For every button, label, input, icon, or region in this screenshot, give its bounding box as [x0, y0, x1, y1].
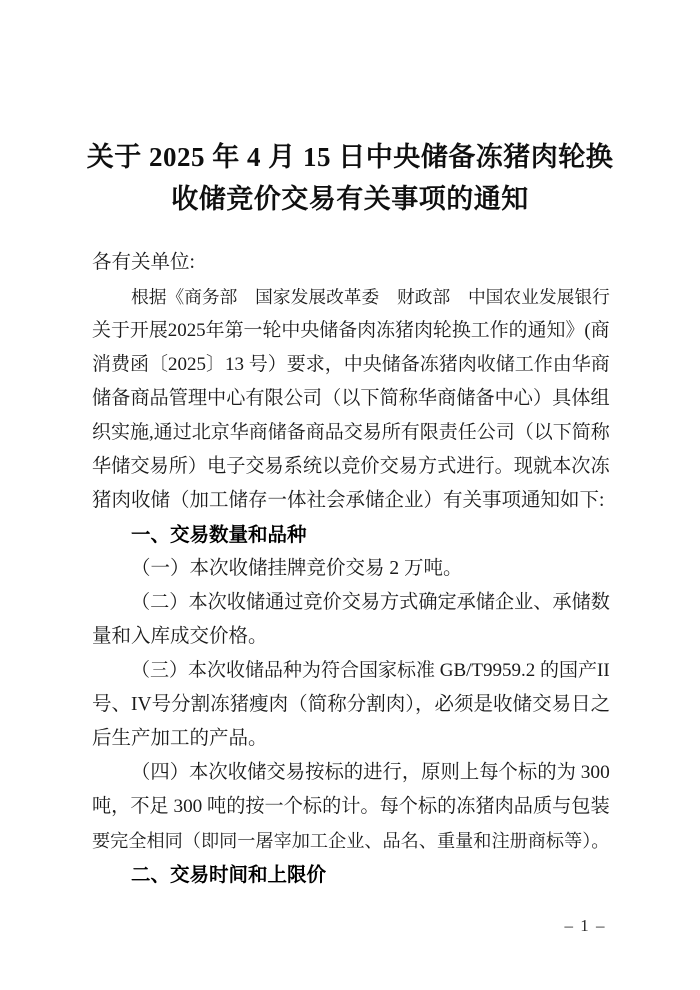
text-line [92, 790, 610, 824]
text-line-content: 后生产加工的产品。 [92, 728, 268, 749]
text-line [92, 280, 610, 314]
text-line [92, 722, 610, 756]
page-number: – 1 – [564, 916, 606, 935]
text-line-content: 一、交易数量和品种 [131, 524, 307, 546]
text-line [92, 654, 610, 688]
text-line-content: （三）本次收储品种为符合国家标准 GB/T9959.2 的国产II [131, 660, 610, 681]
document-body [92, 246, 610, 892]
section-heading [92, 518, 610, 552]
text-line-content: 吨，不足 300 吨的按一个标的计。每个标的冻猪肉品质与包装 [92, 796, 610, 817]
text-line-content: 关于开展2025年第一轮中央储备肉冻猪肉轮换工作的通知》(商 [92, 320, 610, 341]
text-line-content: 猪肉收储（加工储存一体社会承储企业）有关事项通知如下: [92, 490, 605, 511]
text-line [92, 348, 610, 382]
text-line-content: 量和入库成交价格。 [92, 626, 268, 647]
text-line [92, 246, 610, 280]
text-line-content: 各有关单位: [92, 252, 195, 273]
text-line-content: （二）本次收储通过竞价交易方式确定承储企业、承储数 [131, 592, 610, 613]
text-line [92, 620, 610, 654]
text-line [92, 450, 610, 484]
text-line-content: 华储交易所）电子交易系统以竞价交易方式进行。现就本次冻 [92, 456, 610, 477]
text-line-content: 二、交易时间和上限价 [131, 864, 327, 886]
text-line-content: 号、IV号分割冻猪瘦肉（简称分割肉），必须是收储交易日之 [92, 694, 611, 715]
text-line-content: 消费函〔2025〕13 号）要求，中央储备冻猪肉收储工作由华商 [92, 354, 610, 375]
text-line-content: 根据《商务部 国家发展改革委 财政部 中国农业发展银行 [131, 287, 610, 307]
text-line [92, 586, 610, 620]
text-line [92, 824, 610, 858]
title-line-1: 关于 2025 年 4 月 15 日中央储备冻猪肉轮换 [86, 142, 614, 172]
text-line-content: 储备商品管理中心有限公司（以下简称华商储备中心）具体组 [92, 388, 610, 409]
text-line [92, 756, 610, 790]
text-line [92, 416, 610, 450]
text-line-content: 要完全相同（即同一屠宰加工企业、品名、重量和注册商标等）。 [92, 831, 610, 851]
text-line [92, 688, 610, 722]
text-line-content: （一）本次收储挂牌竞价交易 2 万吨。 [131, 558, 463, 579]
text-line [92, 484, 610, 518]
text-line [92, 552, 610, 586]
text-line [92, 314, 610, 348]
text-line [92, 382, 610, 416]
text-line-content: （四）本次收储交易按标的进行，原则上每个标的为 300 [131, 762, 610, 783]
title-line-2: 收储竞价交易有关事项的通知 [171, 184, 529, 214]
document-title [40, 136, 660, 220]
section-heading [92, 858, 610, 892]
text-line-content: 织实施,通过北京华商储备商品交易所有限责任公司（以下简称 [92, 422, 610, 443]
